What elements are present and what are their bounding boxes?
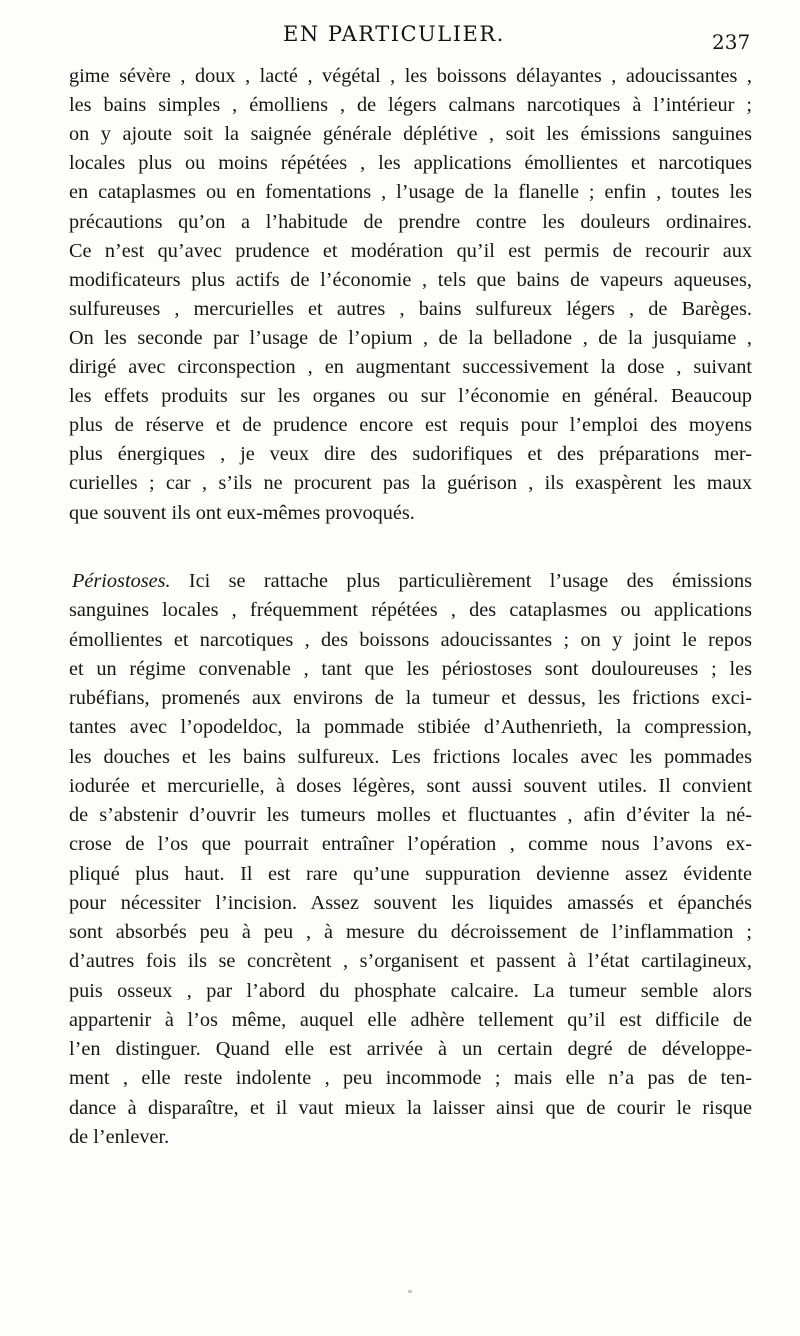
line-text: d’autres fois ils se concrètent , s’organisent et passent à l’état cartilagineux,	[69, 950, 752, 973]
text-line	[69, 440, 752, 468]
line-text: puis osseux , par l’abord du phosphate calcaire. La tumeur semble alors	[69, 979, 752, 1002]
text-line	[69, 1123, 752, 1151]
text-line	[69, 626, 752, 654]
text-line	[69, 684, 752, 712]
line-text: en cataplasmes ou en fomentations , l’usage de la flanelle ; enfin , toutes les	[69, 181, 752, 204]
line-text: tantes avec l’opodeldoc, la pommade stibiée d’Authenrieth, la compression,	[69, 716, 752, 739]
text-line	[69, 860, 752, 888]
text-line	[69, 947, 752, 975]
line-text: appartenir à l’os même, auquel elle adhère tellement qu’il est difficile de	[69, 1008, 752, 1031]
line-text: ment , elle reste indolente , peu incommode ; mais elle n’a pas de ten-	[69, 1067, 752, 1090]
text-line	[69, 208, 752, 236]
text-line	[69, 469, 752, 497]
line-text: Ici se rattache plus particulièrement l’usage des émissions	[170, 570, 752, 592]
line-text: locales plus ou moins répétées , les applications émollientes et narcotiques	[69, 152, 752, 175]
line-text: précautions qu’on a l’habitude de prendre contre les douleurs ordinaires.	[69, 210, 752, 233]
text-line	[69, 62, 752, 90]
running-title: EN PARTICULIER.	[283, 22, 505, 46]
line-text: les douches et les bains sulfureux. Les frictions locales avec les pommades	[69, 745, 752, 768]
text-line	[69, 295, 752, 323]
line-text: gime sévère , doux , lacté , végétal , les boissons délayantes , adoucissantes ,	[69, 65, 752, 87]
line-text: On les seconde par l’usage de l’opium , de la belladone , de la jusquiame ,	[69, 326, 752, 349]
line-text: crose de l’os que pourrait entraîner l’opération , comme nous l’avons ex-	[69, 833, 752, 856]
text-line	[69, 596, 752, 624]
line-text: de s’abstenir d’ouvrir les tumeurs molles et fluctuantes , afin d’éviter la né-	[69, 804, 752, 826]
line-text: dirigé avec circonspection , en augmentant successivement la dose , suivant	[69, 356, 752, 378]
text-line	[69, 353, 752, 381]
line-text: curielles ; car , s’ils ne procurent pas la guérison , ils exaspèrent les maux	[69, 472, 752, 495]
line-text: plus de réserve et de prudence encore est requis pour l’emploi des moyens	[69, 414, 752, 437]
text-line	[69, 178, 752, 206]
text-line	[69, 1094, 752, 1122]
line-text: pour nécessiter l’incision. Assez souvent les liquides amassés et épanchés	[69, 891, 752, 914]
text-line	[69, 382, 752, 410]
text-line	[69, 1035, 752, 1063]
text-line	[69, 977, 752, 1005]
text-line	[69, 801, 752, 829]
text-line	[69, 120, 752, 148]
text-line	[69, 772, 752, 800]
text-line	[69, 91, 752, 119]
line-text: pliqué plus haut. Il est rare qu’une suppuration devienne assez évidente	[69, 862, 752, 885]
text-line	[72, 567, 752, 595]
show-through-text	[500, 510, 790, 570]
line-text: les effets produits sur les organes ou sur l’économie en général. Beaucoup	[69, 385, 752, 408]
line-text: on y ajoute soit la saignée générale déplétive , soit les émissions sanguines	[69, 123, 752, 146]
text-line	[69, 1006, 752, 1034]
line-text: iodurée et mercurielle, à doses légères, sont aussi souvent utiles. Il convient	[69, 774, 752, 797]
paper-speck	[408, 1290, 412, 1293]
line-text: sulfureuses , mercurielles et autres , bains sulfureux légers , de Barèges.	[69, 297, 752, 320]
line-text: rubéfians, promenés aux environs de la tumeur et dessus, les frictions exci-	[69, 687, 752, 709]
line-text: l’en distinguer. Quand elle est arrivée à un certain degré de développe-	[69, 1038, 752, 1060]
text-line	[69, 411, 752, 439]
line-text: dance à disparaître, et il vaut mieux la laisser ainsi que de courir le risque	[69, 1096, 752, 1119]
line-text: les bains simples , émolliens , de légers calmans narcotiques à l’intérieur ;	[69, 94, 752, 117]
line-text: plus énergiques , je veux dire des sudorifiques et des préparations mer-	[69, 443, 752, 466]
text-line	[69, 149, 752, 177]
text-line	[69, 237, 752, 265]
text-line	[69, 889, 752, 917]
text-line	[69, 1064, 752, 1092]
text-line	[69, 266, 752, 294]
text-line	[69, 713, 752, 741]
line-text: émollientes et narcotiques , des boissons adoucissantes ; on y joint le repos	[69, 628, 752, 651]
text-line	[69, 743, 752, 771]
page-number: 237	[712, 30, 751, 54]
line-text: Ce n’est qu’avec prudence et modération qu’il est permis de recourir aux	[69, 239, 752, 262]
text-line	[69, 830, 752, 858]
line-text: sont absorbés peu à peu , à mesure du décroissement de l’inflammation ;	[69, 921, 752, 943]
line-text: et un régime convenable , tant que les périostoses sont douloureuses ; les	[69, 657, 752, 680]
line-text: que souvent ils ont eux-mêmes provoqués.	[69, 501, 415, 524]
text-line	[69, 655, 752, 683]
line-text: sanguines locales , fréquemment répétées , des cataplasmes ou applications	[69, 599, 752, 622]
text-line	[69, 324, 752, 352]
section-lead: Périostoses.	[72, 570, 171, 592]
line-text: de l’enlever.	[69, 1125, 170, 1148]
line-text: modificateurs plus actifs de l’économie , tels que bains de vapeurs aqueuses,	[69, 268, 752, 291]
text-line	[69, 918, 752, 946]
